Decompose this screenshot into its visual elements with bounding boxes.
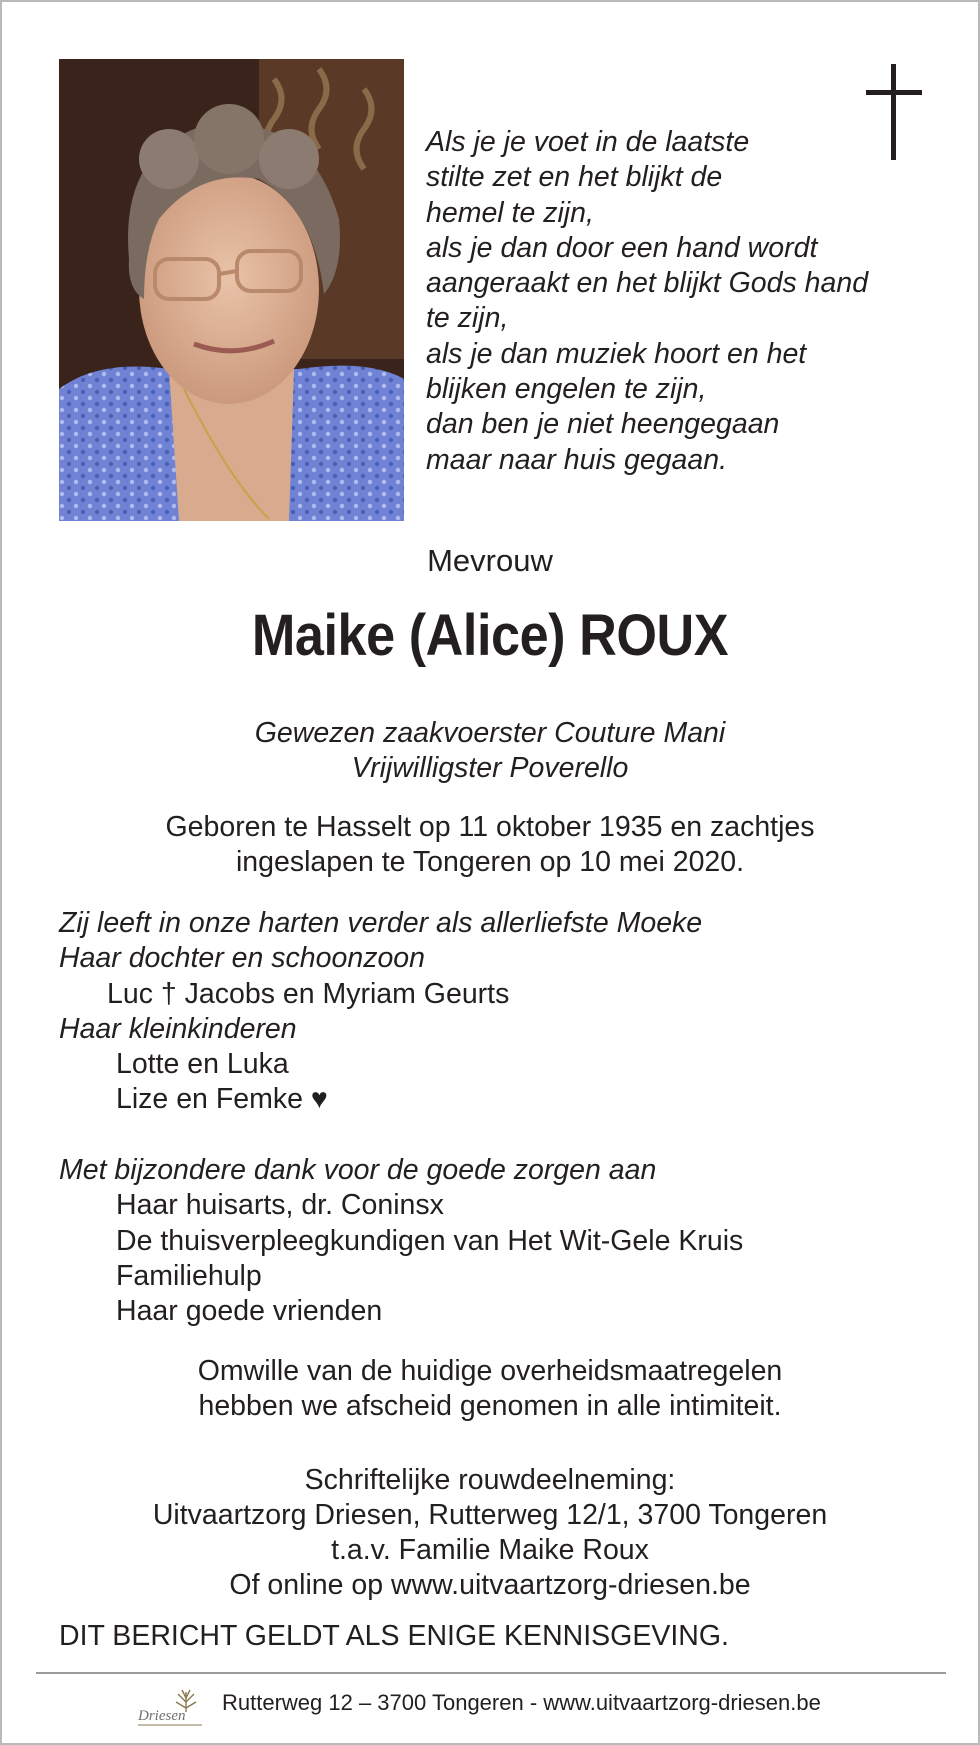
grandchildren-heading: Haar kleinkinderen — [59, 1012, 297, 1045]
thanks-heading: Met bijzondere dank voor de goede zorgen aan — [59, 1154, 657, 1186]
role-line: Vrijwilligster Poverello — [351, 752, 629, 784]
poem-line: stilte zet en het blijkt de — [426, 161, 723, 194]
grandchildren-line: Lize en Femke ♥ — [116, 1083, 328, 1116]
daughter-heading: Haar dochter en schoonzoon — [59, 942, 425, 975]
birth-line: Geboren te Hasselt op 11 oktober 1935 en zachtjes — [165, 811, 815, 843]
poem-line: blijken engelen te zijn, — [426, 373, 707, 406]
thanks-item: Haar goede vrienden — [116, 1295, 383, 1328]
farewell-note — [2, 1354, 978, 1424]
farewell-line: hebben we afscheid genomen in alle intimiteit. — [198, 1390, 782, 1422]
thanks-item: De thuisverpleegkundigen van Het Wit-Gele Kruis — [116, 1224, 744, 1257]
footer — [2, 1686, 978, 1736]
notice-text: DIT BERICHT GELDT ALS ENIGE KENNISGEVING. — [59, 1620, 729, 1652]
condolence-info — [2, 1463, 978, 1603]
thanks-section — [59, 1153, 743, 1329]
roles — [2, 716, 978, 786]
thanks-item: Haar huisarts, dr. Coninsx — [116, 1189, 444, 1222]
condolence-address: Uitvaartzorg Driesen, Rutterweg 12/1, 3700 Tongeren — [152, 1499, 828, 1531]
poem-line: aangeraakt en het blijkt Gods hand — [426, 267, 869, 300]
condolence-heading: Schriftelijke rouwdeelneming: — [304, 1464, 676, 1496]
driesen-logo — [136, 1688, 206, 1732]
poem-line: Als je je voet in de laatste — [426, 126, 750, 158]
death-line: ingeslapen te Tongeren op 10 mei 2020. — [235, 846, 745, 878]
poem-line: als je dan muziek hoort en het — [426, 337, 807, 370]
family-intro: Zij leeft in onze harten verder als allerliefste Moeke — [59, 907, 703, 939]
poem — [426, 125, 946, 478]
portrait-photo — [59, 59, 404, 521]
farewell-line: Omwille van de huidige overheidsmaatregelen — [197, 1355, 783, 1387]
thanks-item: Familiehulp — [116, 1259, 262, 1292]
grandchildren-line: Lotte en Luka — [116, 1048, 289, 1081]
deceased-name: Maike (Alice) ROUX — [251, 603, 729, 668]
role-line: Gewezen zaakvoerster Couture Mani — [254, 717, 726, 749]
daughter-names: Luc † Jacobs en Myriam Geurts — [107, 977, 510, 1010]
logo-text: Driesen — [138, 1708, 186, 1724]
poem-line: te zijn, — [426, 302, 509, 335]
footer-divider — [36, 1672, 946, 1674]
honorific: Mevrouw — [427, 543, 553, 578]
footer-address[interactable]: Rutterweg 12 – 3700 Tongeren - www.uitvaartzorg-driesen.be — [222, 1690, 821, 1715]
poem-line: maar naar huis gegaan. — [426, 443, 728, 476]
poem-line: als je dan door een hand wordt — [426, 231, 818, 264]
birth-death-info — [2, 810, 978, 880]
poem-line: hemel te zijn, — [426, 196, 594, 229]
poem-line: dan ben je niet heengegaan — [426, 408, 780, 441]
family-section — [59, 906, 702, 1118]
condolence-attention: t.a.v. Familie Maike Roux — [331, 1534, 649, 1566]
condolence-online[interactable]: Of online op www.uitvaartzorg-driesen.be — [229, 1569, 751, 1601]
